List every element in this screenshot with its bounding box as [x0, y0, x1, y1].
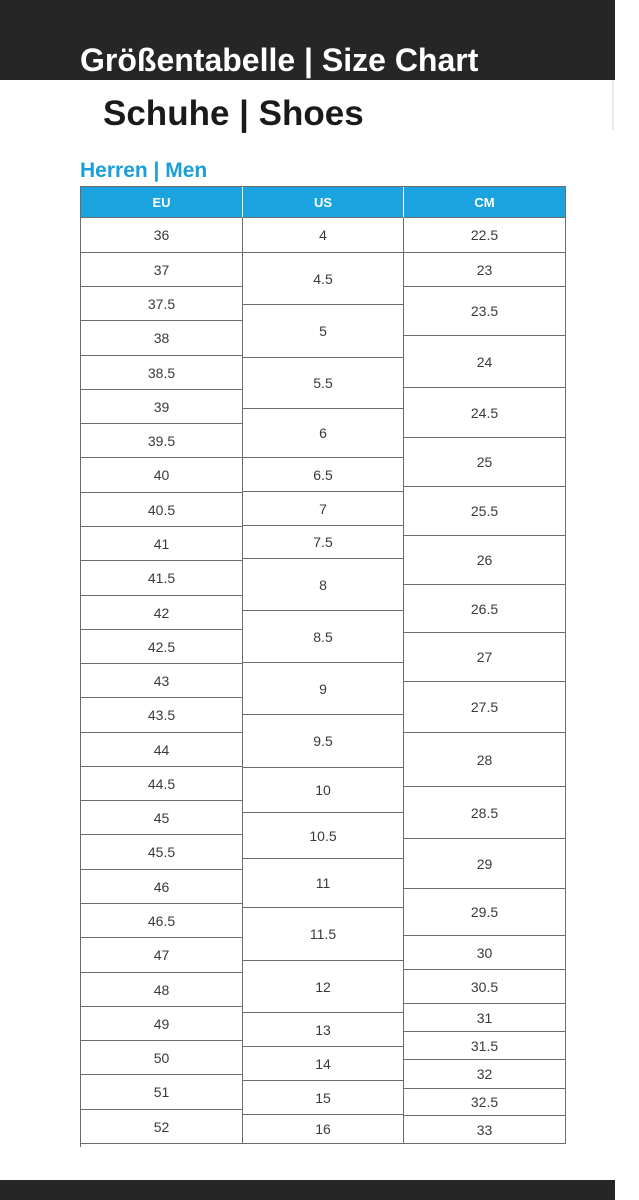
eu-size-cell: 40 [81, 458, 243, 493]
us-size-cell: 4.5 [243, 253, 404, 305]
column-header-cm: CM [404, 187, 566, 218]
eu-size-cell: 44 [81, 733, 243, 767]
cm-size-cell: 28 [404, 733, 566, 787]
eu-size-cell: 51 [81, 1075, 243, 1110]
cm-size-cell: 32 [404, 1060, 566, 1089]
us-size-cell: 8.5 [243, 611, 404, 663]
eu-size-cell: 36 [81, 218, 243, 253]
cm-size-cell: 33 [404, 1116, 566, 1144]
cm-size-cell: 30.5 [404, 970, 566, 1004]
eu-size-cell: 50 [81, 1041, 243, 1075]
eu-size-cell: 42.5 [81, 630, 243, 664]
eu-size-cell: 49 [81, 1007, 243, 1041]
cm-size-cell: 25 [404, 438, 566, 487]
eu-size-cell: 52 [81, 1110, 243, 1144]
us-size-cell: 4 [243, 218, 404, 253]
cm-size-cell: 29 [404, 839, 566, 889]
cm-size-cell: 31.5 [404, 1032, 566, 1060]
eu-size-cell: 45.5 [81, 835, 243, 870]
footer-band [0, 1180, 615, 1200]
section-label-men: Herren | Men [80, 159, 208, 182]
us-size-cell: 7.5 [243, 526, 404, 559]
cm-size-cell: 28.5 [404, 787, 566, 839]
eu-size-cell: 44.5 [81, 767, 243, 801]
us-size-cell: 9.5 [243, 715, 404, 768]
page-subtitle: Schuhe | Shoes [103, 94, 364, 133]
column-header-us: US [243, 187, 404, 218]
size-chart-table [80, 186, 566, 1147]
cm-size-cell: 29.5 [404, 889, 566, 936]
column-header-eu: EU [81, 187, 243, 218]
eu-size-cell: 43.5 [81, 698, 243, 733]
us-size-cell: 8 [243, 559, 404, 611]
cm-size-cell: 22.5 [404, 218, 566, 253]
us-size-cell: 6.5 [243, 458, 404, 492]
us-size-cell: 10.5 [243, 813, 404, 859]
eu-size-cell: 43 [81, 664, 243, 698]
cm-size-cell: 32.5 [404, 1089, 566, 1116]
eu-size-cell: 45 [81, 801, 243, 835]
eu-size-cell: 46 [81, 870, 243, 904]
us-size-cell: 6 [243, 409, 404, 458]
cm-size-cell: 27 [404, 633, 566, 682]
cm-size-cell: 23.5 [404, 287, 566, 336]
eu-size-cell: 37.5 [81, 287, 243, 321]
eu-size-cell: 42 [81, 596, 243, 630]
us-size-cell: 5.5 [243, 358, 404, 409]
us-size-cell: 12 [243, 961, 404, 1013]
us-size-cell: 14 [243, 1047, 404, 1081]
eu-size-cell: 40.5 [81, 493, 243, 527]
cm-size-cell: 26.5 [404, 585, 566, 633]
page-edge-divider [612, 80, 614, 130]
cm-size-cell: 24 [404, 336, 566, 388]
eu-size-cell: 38 [81, 321, 243, 356]
eu-size-cell: 39 [81, 390, 243, 424]
us-size-cell: 15 [243, 1081, 404, 1115]
cm-size-cell: 25.5 [404, 487, 566, 536]
eu-size-cell: 39.5 [81, 424, 243, 458]
us-size-cell: 13 [243, 1013, 404, 1047]
cm-size-cell: 26 [404, 536, 566, 585]
eu-size-cell: 37 [81, 253, 243, 287]
cm-size-cell: 31 [404, 1004, 566, 1032]
eu-size-cell: 41 [81, 527, 243, 561]
eu-size-cell: 38.5 [81, 356, 243, 390]
eu-size-cell: 46.5 [81, 904, 243, 938]
us-size-cell: 11 [243, 859, 404, 908]
us-size-cell: 16 [243, 1115, 404, 1144]
cm-size-cell: 27.5 [404, 682, 566, 733]
us-size-cell: 7 [243, 492, 404, 526]
eu-size-cell: 41.5 [81, 561, 243, 596]
eu-size-cell: 48 [81, 973, 243, 1007]
cm-size-cell: 24.5 [404, 388, 566, 438]
us-size-cell: 5 [243, 305, 404, 358]
page-title: Größentabelle | Size Chart [80, 44, 479, 78]
us-size-cell: 11.5 [243, 908, 404, 961]
us-size-cell: 9 [243, 663, 404, 715]
us-size-cell: 10 [243, 768, 404, 813]
cm-size-cell: 30 [404, 936, 566, 970]
eu-size-cell: 47 [81, 938, 243, 973]
cm-size-cell: 23 [404, 253, 566, 287]
